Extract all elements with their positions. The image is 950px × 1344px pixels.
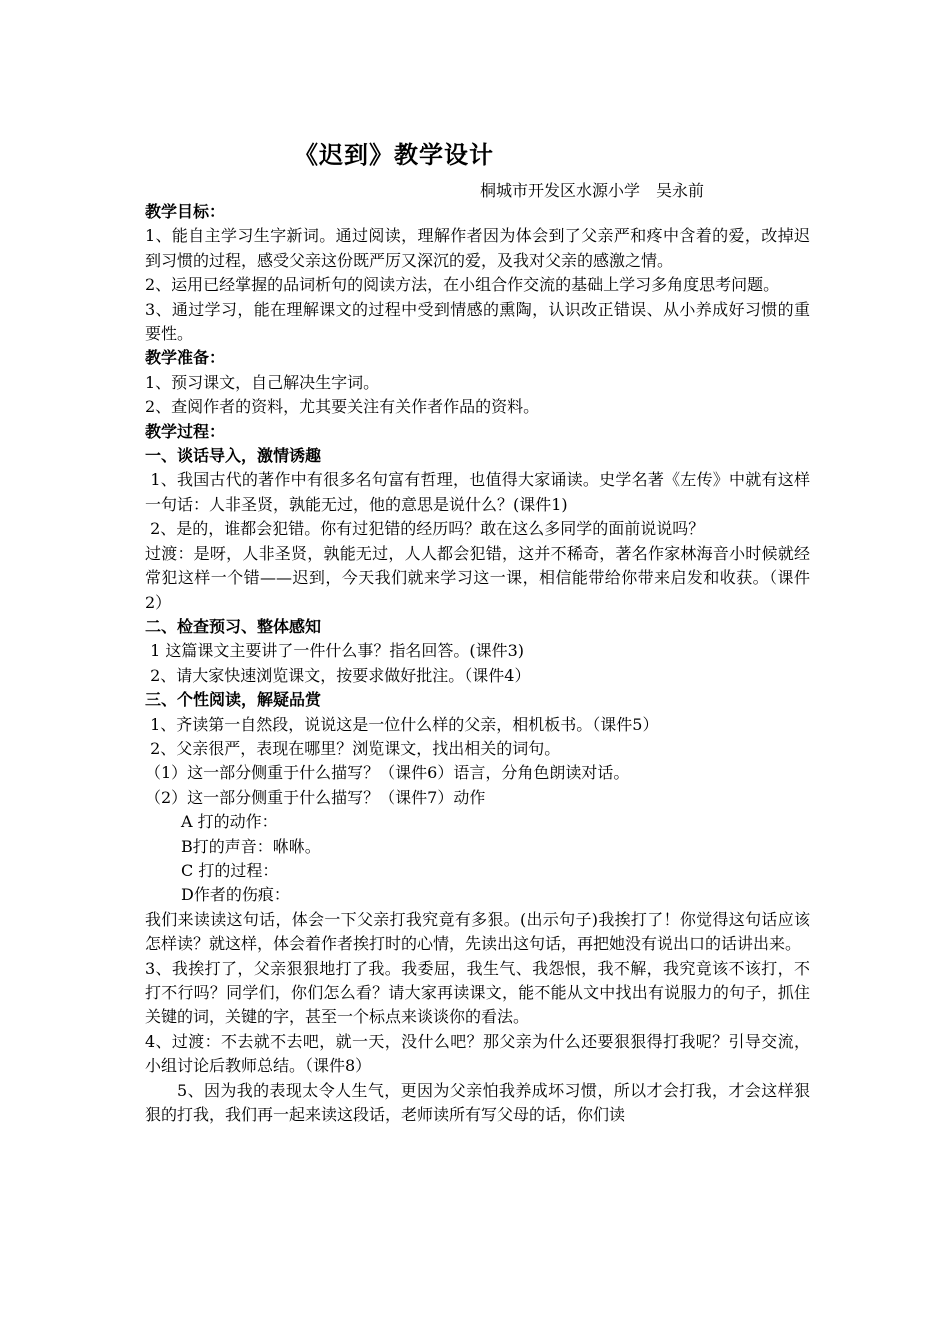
paragraph: 1 这篇课文主要讲了一件什么事？指名回答。(课件3)	[145, 641, 525, 661]
list-item: D作者的伤痕：	[181, 885, 290, 905]
paragraph: 1、我国古代的著作中有很多名句富有哲理，也值得大家诵读。史学名著《左传》中就有这样一句话：人非圣贤，孰能无过，他的意思是说什么？(课件1)	[145, 470, 810, 514]
paragraph: 2、是的，谁都会犯错。你有过犯错的经历吗？敢在这么多同学的面前说说吗？	[145, 519, 705, 539]
section-heading: 教学目标：	[145, 202, 226, 221]
paragraph: 2、运用已经掌握的品词析句的阅读方法，在小组合作交流的基础上学习多角度思考问题。	[145, 275, 780, 295]
document-author: 桐城市开发区水源小学 吴永前	[480, 181, 705, 200]
section-heading: 三、个性阅读，解疑品赏	[145, 690, 322, 710]
paragraph: 1、齐读第一自然段，说说这是一位什么样的父亲，相机板书。（课件5）	[145, 714, 659, 734]
paragraph: 2、请大家快速浏览课文，按要求做好批注。（课件4）	[145, 665, 531, 685]
document-body	[145, 200, 810, 1127]
paragraph: 2、父亲很严，表现在哪里？浏览课文，找出相关的词句。	[145, 738, 561, 758]
paragraph: 3、我挨打了，父亲狠狠地打了我。我委屈，我生气、我怨恨，我不解，我究竟该不该打，不打不行吗？同学们，你们怎么看？请大家再读课文，能不能从文中找出有说服力的句子，抓住关键的词，关键的字，甚至一个标点来谈谈你的看法。	[145, 958, 810, 1027]
paragraph: 5、因为我的表现太令人生气，更因为父亲怕我养成坏习惯，所以才会打我，才会这样狠狠的打我，我们再一起来读这段话，老师读所有写父母的话，你们读	[145, 1080, 810, 1125]
paragraph: 4、过渡：不去就不去吧，就一天，没什么吧？那父亲为什么还要狠狠得打我呢？引导交流，小组讨论后教师总结。（课件8）	[145, 1031, 810, 1076]
paragraph: 3、通过学习，能在理解课文的过程中受到情感的熏陶，认识改正错误、从小养成好习惯的重要性。	[145, 299, 810, 344]
list-item: C 打的过程：	[181, 860, 279, 880]
paragraph: 我们来读读这句话，体会一下父亲打我究竟有多狠。(出示句子)我挨打了！你觉得这句话应该怎样读？就这样，体会着作者挨打时的心情，先读出这句话，再把她没有说出口的话讲出来。	[145, 909, 810, 954]
paragraph: 过渡：是呀，人非圣贤，孰能无过，人人都会犯错，这并不稀奇，著名作家林海音小时候就经常犯这样一个错——迟到，今天我们就来学习这一课，相信能带给你带来启发和收获。（课件2）	[145, 543, 810, 612]
section-heading: 教学准备：	[145, 348, 226, 368]
paragraph: （1）这一部分侧重于什么描写？（课件6）语言，分角色朗读对话。	[145, 763, 630, 783]
paragraph: 1、能自主学习生字新词。通过阅读，理解作者因为体会到了父亲严和疼中含着的爱，改掉迟到习惯的过程，感受父亲这份既严厉又深沉的爱，及我对父亲的感激之情。	[145, 226, 810, 270]
paragraph: （2）这一部分侧重于什么描写？（课件7）动作	[145, 787, 486, 807]
paragraph: 2、查阅作者的资料，尤其要关注有关作者作品的资料。	[145, 397, 540, 417]
section-heading: 一、谈话导入，激情诱趣	[145, 446, 322, 466]
section-heading: 教学过程：	[145, 421, 226, 441]
list-item: B打的声音：咻咻。	[181, 836, 321, 856]
section-heading: 二、检查预习、整体感知	[145, 616, 322, 636]
paragraph: 1、预习课文，自己解决生字词。	[145, 372, 380, 392]
document-title: 《迟到》教学设计	[294, 140, 494, 169]
list-item: A 打的动作：	[181, 812, 278, 832]
